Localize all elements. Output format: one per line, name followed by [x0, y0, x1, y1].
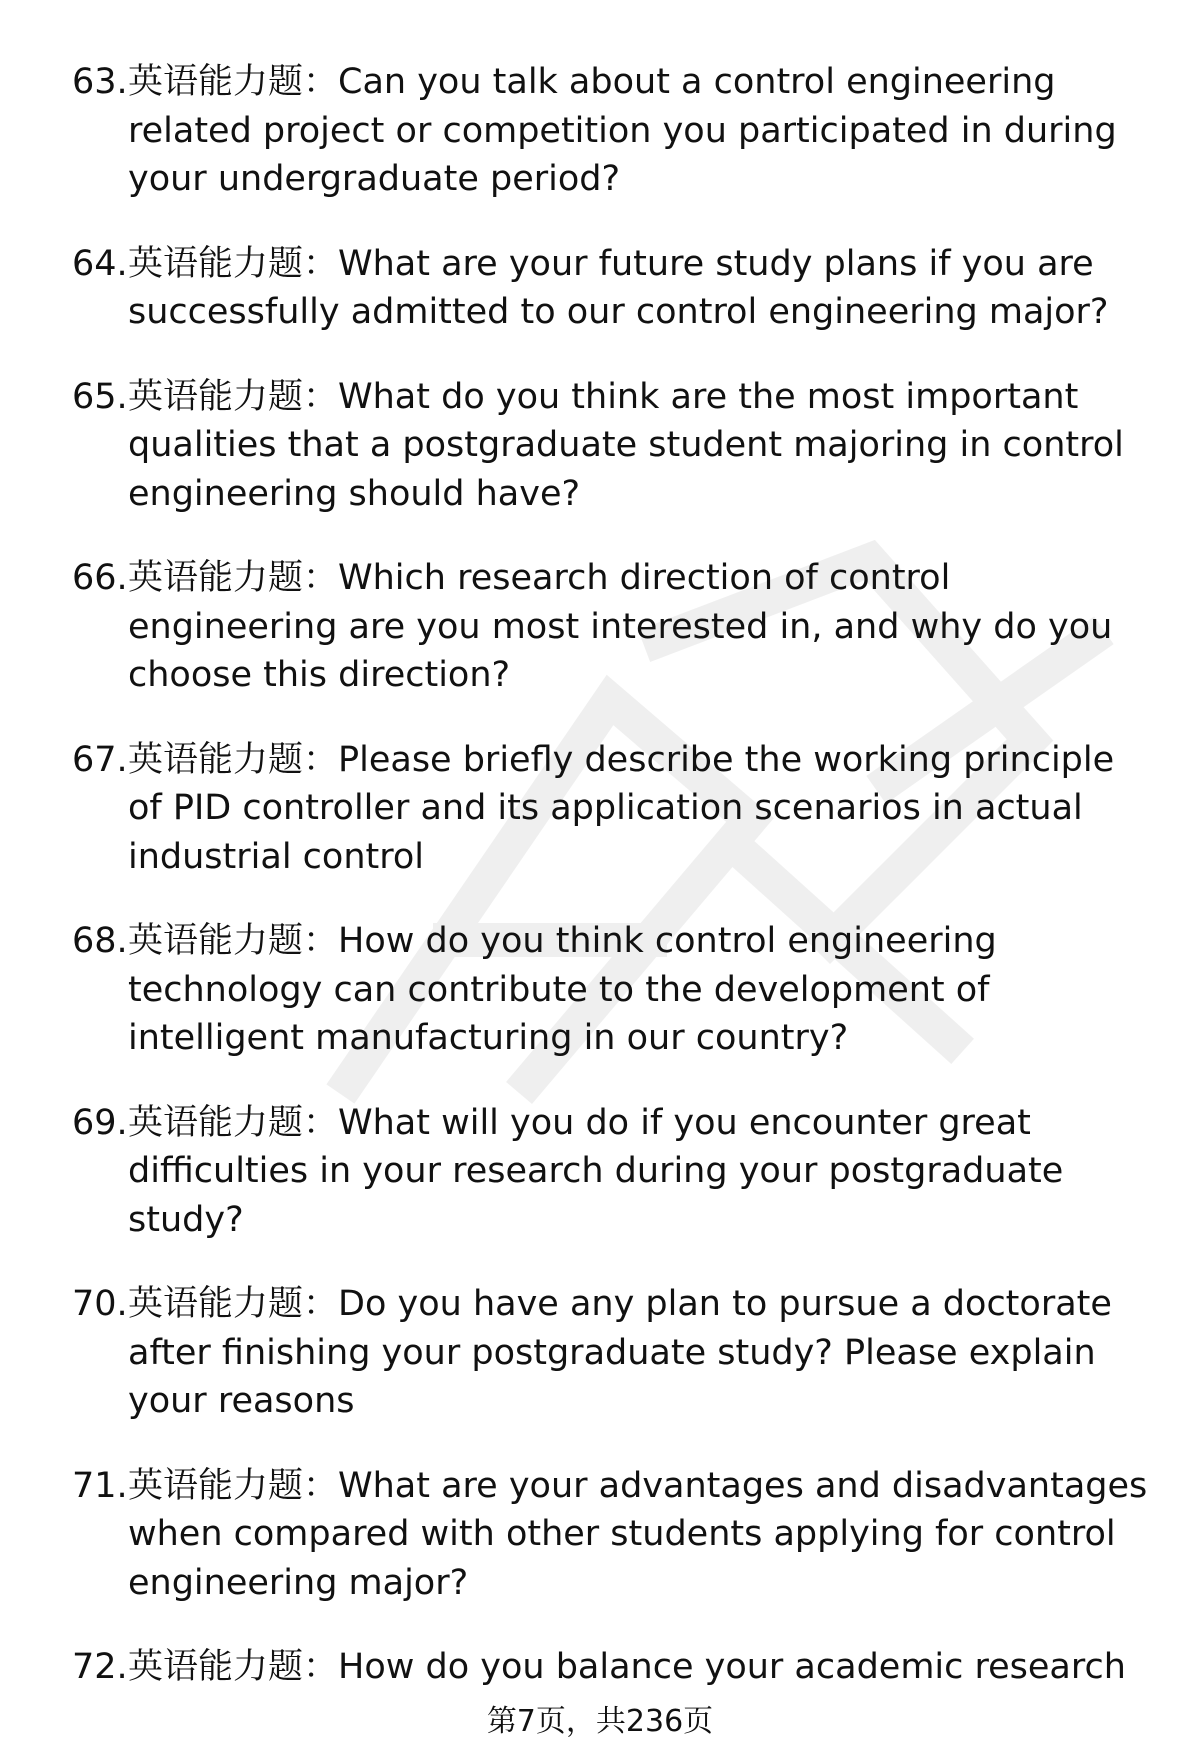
question-tag: 英语能力题： — [128, 558, 339, 598]
question-number: 71. — [72, 1465, 128, 1506]
list-item — [0, 240, 1200, 337]
list-item — [0, 736, 1200, 882]
question-text: How do you balance your academic research — [338, 1647, 1126, 1687]
page-footer — [0, 1702, 1200, 1742]
question-number: 67. — [72, 739, 128, 780]
question-tag: 英语能力题： — [128, 243, 339, 284]
question-tag: 英语能力题： — [128, 1465, 339, 1506]
question-tag: 英语能力题： — [128, 1284, 339, 1324]
question-number: 63. — [72, 62, 128, 102]
list-item — [0, 373, 1200, 519]
list-item — [0, 58, 1200, 204]
question-text: What are your future study plans if you are successfully admitted to our control engineering major? — [128, 243, 1109, 332]
list-item — [0, 1280, 1200, 1426]
question-tag: 英语能力题： — [128, 739, 339, 780]
list-item — [0, 1643, 1200, 1692]
question-number: 65. — [72, 376, 128, 417]
question-list — [0, 58, 1200, 1728]
question-text: What do you think are the most important qualities that a postgraduate student majoring in control engineering should have? — [128, 376, 1124, 514]
list-item — [0, 917, 1200, 1063]
question-tag: 英语能力题： — [128, 62, 339, 102]
question-text: Please briefly describe the working principle of PID controller and its application scenarios in actual industrial control — [128, 739, 1115, 877]
question-number: 66. — [72, 558, 128, 598]
question-number: 64. — [72, 243, 128, 284]
list-item — [0, 554, 1200, 700]
question-number: 72. — [72, 1647, 128, 1687]
question-tag: 英语能力题： — [128, 376, 339, 417]
page-number-label: 第7页，共236页 — [486, 1704, 714, 1739]
question-text: Can you talk about a control engineering related project or competition you participated in during your undergraduate period? — [128, 62, 1117, 199]
question-number: 69. — [72, 1102, 128, 1143]
list-item — [0, 1462, 1200, 1608]
question-tag: 英语能力题： — [128, 921, 339, 961]
question-tag: 英语能力题： — [128, 1647, 339, 1687]
question-tag: 英语能力题： — [128, 1102, 339, 1143]
question-text: How do you think control engineering technology can contribute to the development of intelligent manufacturing in our country? — [128, 921, 997, 1058]
question-number: 68. — [72, 921, 128, 961]
question-text: Do you have any plan to pursue a doctorate after finishing your postgraduate study? Please explain your reasons — [128, 1284, 1112, 1421]
question-number: 70. — [72, 1284, 128, 1324]
question-text: What are your advantages and disadvantages when compared with other students applying for control engineering major? — [128, 1465, 1148, 1603]
list-item — [0, 1099, 1200, 1245]
question-text: What will you do if you encounter great difficulties in your research during your postgraduate study? — [128, 1102, 1064, 1240]
question-text: Which research direction of control engineering are you most interested in, and why do you choose this direction? — [128, 558, 1113, 695]
